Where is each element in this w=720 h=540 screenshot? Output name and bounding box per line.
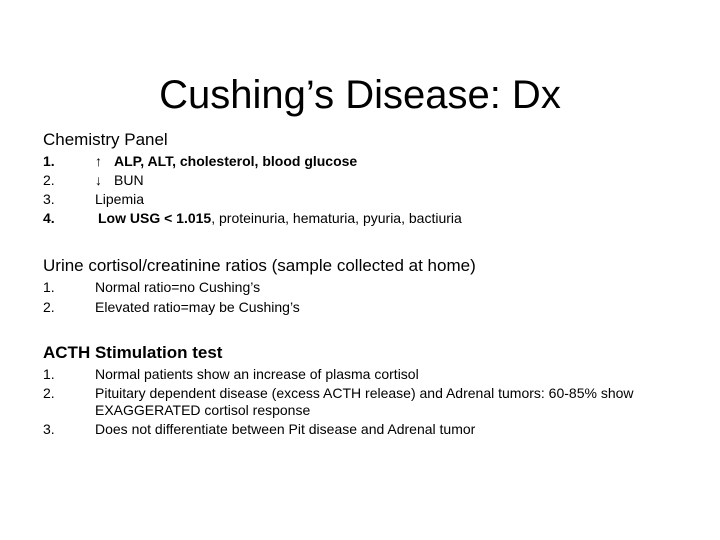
item-number: 1. [43,279,55,295]
list-item [43,153,693,170]
item-text: Lipemia [95,191,145,207]
list-item [43,366,693,383]
list-item [43,172,693,189]
item-number: 3. [43,421,55,437]
list-item [43,385,693,419]
item-text: Elevated ratio=may be Cushing’s [95,299,300,315]
urine-ratio-heading: Urine cortisol/creatinine ratios (sample collected at home) [43,256,476,275]
item-text-content: ALP, ALT, cholesterol, blood glucose [114,153,358,169]
item-number: 4. [43,210,55,226]
chemistry-panel-heading: Chemistry Panel [43,130,168,149]
acth-stimulation-section [43,342,693,440]
arrow-down-icon: ↓ [95,172,102,188]
chemistry-panel-section [43,129,693,229]
item-text [95,210,693,227]
item-text: Pituitary dependent disease (excess ACTH release) and Adrenal tumors: 60-85% show EXAGGERATED cortisol response [95,385,634,418]
urine-ratio-section [43,255,693,319]
item-number: 1. [43,153,55,169]
item-number: 2. [43,299,55,315]
item-text: Normal patients show an increase of plasma cortisol [95,366,419,382]
item-number: 2. [43,172,55,188]
list-item [43,421,693,438]
list-item [43,210,693,227]
slide-title: Cushing’s Disease: Dx [159,72,561,117]
item-number: 3. [43,191,55,207]
chemistry-panel-list [43,153,693,227]
list-item [43,299,693,316]
acth-stimulation-list [43,366,693,438]
arrow-up-icon: ↑ [95,153,102,169]
item-number: 1. [43,366,55,382]
item-text [95,172,693,189]
item-text: Normal ratio=no Cushing’s [95,279,261,295]
item-text: Does not differentiate between Pit disease and Adrenal tumor [95,421,476,437]
list-item [43,191,693,208]
list-item [43,279,693,296]
item-number: 2. [43,385,55,401]
item-text [95,153,693,170]
acth-stimulation-heading: ACTH Stimulation test [43,343,223,362]
item-text-rest: , proteinuria, hematuria, pyuria, bactiuria [211,210,462,226]
item-text-bold: Low USG < 1.015 [98,210,212,226]
urine-ratio-list [43,279,693,316]
item-text-content: BUN [114,172,144,188]
